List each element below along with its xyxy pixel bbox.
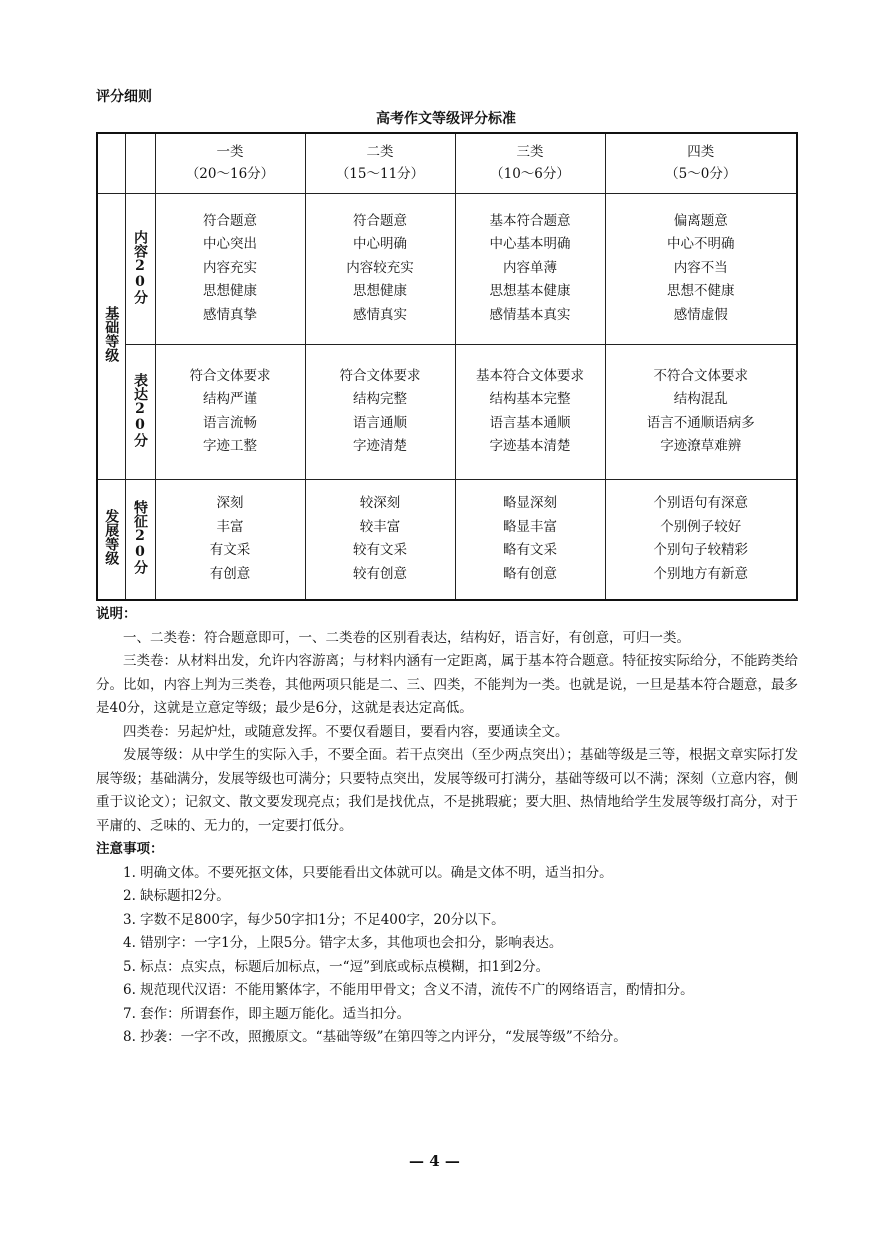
criterion: 结构完整	[353, 391, 407, 407]
grade-header	[605, 133, 797, 193]
criterion: 内容不当	[673, 259, 728, 276]
criteria-cell	[605, 344, 797, 479]
criterion: 基本符合题意	[489, 212, 571, 229]
grade-name: 一类	[216, 144, 244, 161]
explanation-paragraph: 一、二类卷：符合题意即可，一、二类卷的区别看表达，结构好，语言好，有创意，可归一类。	[123, 629, 690, 646]
grade-range: （20～16分）	[185, 166, 275, 183]
note-item: 1. 明确文体。不要死抠文体，只要能看出文体就可以。确是文体不明，适当扣分。	[123, 864, 613, 881]
criterion: 结构严谨	[203, 391, 257, 407]
criterion: 个别例子较好	[660, 518, 742, 535]
criterion: 结构混乱	[673, 391, 728, 407]
criterion: 语言基本通顺	[489, 414, 571, 431]
note-item: 5. 标点：点实点，标题后加标点，一“逗”到底或标点模糊，扣1到2分。	[123, 958, 550, 975]
explanation-paragraph: 三类卷：从材料出发，允许内容游离；与材料内涵有一定距离，属于基本符合题意。特征按实际给分，不能跨类给分。比如，内容上判为三类卷，其他两项只能是二、三、四类，不能判为一类。也就是说，一旦是基本符合题意，最多是40分，这就是立意定等级；最少是6分，这就是表达定高低。	[96, 653, 798, 716]
row-label-content	[125, 193, 155, 344]
criteria-cell	[455, 344, 605, 479]
explanation-paragraph: 发展等级：从中学生的实际入手，不要全面。若干点突出（至少两点突出）；基础等级是三等，根据文章实际打发展等级；基础满分，发展等级也可满分；只要特点突出，发展等级可打满分，基础等级可以不满；深刻（立意内容，侧重于议论文）；记叙文、散文要发现亮点；我们是找优点，不是挑瑕疵；要大胆、热情地给学生发展等级打高分，对于平庸的、乏味的、无力的，一定要打低分。	[96, 747, 798, 834]
note-item: 3. 字数不足800字，每少50字扣1分；不足400字，20分以下。	[123, 911, 505, 928]
criteria-cell	[155, 193, 305, 344]
page-number: — 4 —	[409, 1152, 460, 1170]
table-header-row	[97, 133, 797, 193]
notes-heading: 注意事项：	[96, 841, 164, 857]
group-label-text: 基础等级	[103, 306, 120, 362]
explanation-section	[96, 603, 798, 1050]
grade-range: （5～0分）	[665, 166, 737, 183]
criteria-cell	[305, 479, 455, 600]
criterion: 语言不通顺语病多	[646, 414, 755, 431]
grade-header	[455, 133, 605, 193]
criteria-cell	[305, 193, 455, 344]
criterion: 个别句子较精彩	[653, 542, 748, 559]
section-title: 评分细则	[96, 89, 152, 105]
note-item: 2. 缺标题扣2分。	[123, 888, 230, 904]
criterion: 基本符合文体要求	[476, 367, 584, 384]
grade-header	[155, 133, 305, 193]
note-item: 8. 抄袭：一字不改，照搬原文。“基础等级”在第四等之内评分，“发展等级”不给分。	[123, 1029, 627, 1045]
criterion: 符合题意	[203, 212, 257, 229]
criterion: 思想健康	[353, 283, 407, 300]
criteria-cell	[605, 479, 797, 600]
criterion: 丰富	[216, 518, 244, 535]
table-title: 高考作文等级评分标准	[376, 111, 516, 127]
criterion: 语言流畅	[203, 414, 257, 431]
criterion: 内容较充实	[346, 259, 414, 276]
criterion: 感情真实	[353, 306, 407, 323]
corner-cell	[97, 133, 125, 193]
grade-name: 四类	[687, 144, 715, 161]
criterion: 中心基本明确	[489, 236, 571, 253]
criterion: 偏离题意	[673, 212, 728, 229]
row-label-text: 特征20分	[132, 500, 148, 575]
row-label-text: 表达20分	[132, 372, 148, 447]
criterion: 略显深刻	[503, 495, 557, 512]
criterion: 字迹清楚	[353, 438, 407, 454]
row-label-expression	[125, 344, 155, 479]
grade-name: 二类	[366, 144, 394, 161]
grading-table	[96, 132, 798, 601]
criterion: 字迹工整	[203, 438, 257, 454]
criterion: 较丰富	[359, 518, 401, 535]
criteria-cell	[305, 344, 455, 479]
note-item: 6. 规范现代汉语：不能用繁体字，不能用甲骨文；含义不清，流传不广的网络语言，酌情扣分。	[123, 982, 694, 998]
criteria-cell	[455, 193, 605, 344]
criteria-cell	[605, 193, 797, 344]
criterion: 语言通顺	[353, 414, 407, 431]
criterion: 略有文采	[503, 542, 557, 559]
criterion: 符合题意	[353, 212, 407, 229]
criterion: 感情基本真实	[489, 306, 571, 323]
criterion: 感情虚假	[673, 306, 728, 323]
criterion: 有创意	[209, 565, 251, 582]
group-label-development	[97, 479, 125, 600]
grade-name: 三类	[516, 144, 544, 161]
criterion: 中心不明确	[667, 236, 735, 253]
criterion: 符合文体要求	[339, 367, 421, 384]
criterion: 思想健康	[203, 283, 257, 300]
criterion: 较有创意	[353, 565, 407, 582]
criterion: 内容充实	[203, 259, 257, 276]
explanation-heading: 说明：	[96, 606, 137, 622]
criterion: 感情真挚	[203, 306, 257, 323]
row-label-features	[125, 479, 155, 600]
criterion: 思想不健康	[667, 283, 735, 300]
criterion: 字迹潦草难辨	[660, 438, 742, 454]
criterion: 中心突出	[203, 236, 257, 253]
note-item: 4. 错别字：一字1分，上限5分。错字太多，其他项也会扣分，影响表达。	[123, 935, 563, 951]
criterion: 字迹基本清楚	[489, 438, 571, 454]
group-label-basic	[97, 193, 125, 479]
content-row	[97, 193, 797, 344]
grade-range: （15～11分）	[335, 166, 425, 183]
criterion: 略有创意	[503, 565, 557, 582]
group-label-text: 发展等级	[103, 509, 120, 566]
grade-range: （10～6分）	[490, 166, 570, 183]
criterion: 略显丰富	[503, 518, 557, 535]
criterion: 较深刻	[359, 495, 401, 512]
criterion: 个别语句有深意	[653, 495, 748, 512]
criteria-cell	[155, 479, 305, 600]
criterion: 内容单薄	[503, 259, 557, 276]
criterion: 深刻	[216, 495, 244, 512]
note-item: 7. 套作：所谓套作，即主题万能化。适当扣分。	[123, 1005, 411, 1022]
criterion: 符合文体要求	[189, 367, 271, 384]
criteria-cell	[455, 479, 605, 600]
row-label-text: 内容20分	[132, 229, 148, 304]
expression-row	[97, 344, 797, 479]
criterion: 不符合文体要求	[653, 367, 748, 384]
criterion: 个别地方有新意	[653, 565, 748, 582]
explanation-paragraph: 四类卷：另起炉灶，或随意发挥。不要仅看题目，要看内容，要通读全文。	[123, 723, 569, 740]
criterion: 较有文采	[353, 542, 407, 559]
features-row	[97, 479, 797, 600]
criterion: 结构基本完整	[489, 391, 571, 407]
criterion: 有文采	[209, 542, 251, 559]
corner-cell	[125, 133, 155, 193]
criterion: 中心明确	[353, 236, 407, 253]
criteria-cell	[155, 344, 305, 479]
grade-header	[305, 133, 455, 193]
criterion: 思想基本健康	[489, 283, 571, 300]
